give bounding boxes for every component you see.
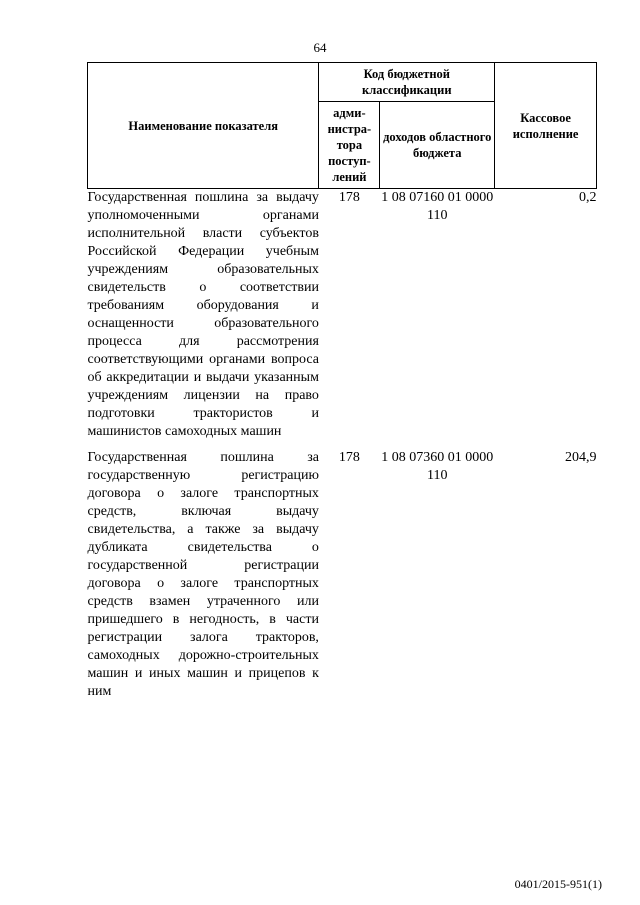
- header-name: Наименование показателя: [88, 63, 319, 189]
- header-revenue: доходов областного бюджета: [380, 102, 495, 189]
- header-administrator: адми-нистра-тора поступ-лений: [319, 102, 380, 189]
- table-header: [88, 63, 597, 189]
- page-number: 64: [313, 40, 327, 55]
- row-name: Государственная пошлина за государственную регистрацию договора о залоге транспортных средств, включая выдачу свидетельства, а также за выдачу дубликата свидетельства о государственной регистрации договора о залоге транспортных средств взамен утраченного или пришедшего в негодность, в части регистрации залога тракторов, самоходных дорожно-строительных машин и иных машин и прицепов к ним: [87, 450, 319, 699]
- row-administrator-code: 178: [338, 450, 360, 465]
- row-amount: 0,2: [579, 190, 597, 205]
- row-amount: 204,9: [565, 450, 597, 465]
- budget-table: [87, 62, 597, 709]
- header-code-group: Код бюджетной классификации: [319, 63, 495, 102]
- header-execution: Кассовое исполнение: [495, 63, 597, 189]
- row-revenue-code: 1 08 07360 01 0000 110: [381, 450, 494, 483]
- table-row: [88, 449, 597, 709]
- row-name: Государственная пошлина за выдачу уполномоченными органами исполнительной власти субъектов Российской Федерации учебным учреждениям образовательных свидетельств о соответствии требованиям оборудования и оснащенности образовательного процесса для рассмотрения соответствующими органами вопроса об аккредитации и выдачи указанным учреждениям лицензии на право подготовки трактористов и машинистов самоходных машин: [87, 190, 319, 439]
- table-row: [88, 189, 597, 450]
- row-administrator-code: 178: [338, 190, 360, 205]
- row-revenue-code: 1 08 07160 01 0000 110: [381, 190, 494, 223]
- document-code: 0401/2015-951(1): [514, 877, 602, 891]
